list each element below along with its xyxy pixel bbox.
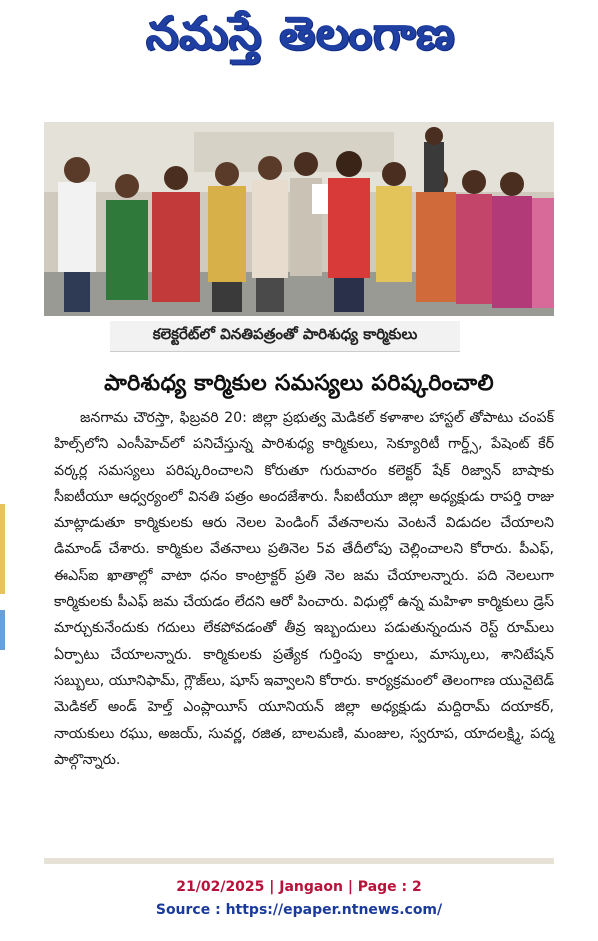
article-body [54, 405, 554, 855]
article-headline [44, 366, 554, 406]
group-photo-illustration [44, 122, 554, 316]
photo-caption-text: కలెక్టరేట్‌లో వినతిపత్రంతో పారిశుధ్య కార్మికులు [152, 325, 418, 343]
clip-bottom-edge [44, 858, 554, 864]
headline-text: పారిశుధ్య కార్మికుల సమస్యలు పరిష్కరించాలి [104, 371, 494, 396]
article-paragraph: జనగామ చౌరస్తా, ఫిబ్రవరి 20: జిల్లా ప్రభుత్వ మెడికల్ కళాశాల హాస్టల్ తోపాటు చంపక్ హిల్స్‌లోని ఎంసీహెచ్‌లో పనిచేస్తున్న పారిశుధ్య కార్మికులు, సెక్యూరిటీ గార్డ్స్, పేషెంట్ కేర్ వర్కర్ల సమస్యలు పరిష్కరించాలని కోరుతూ గురువారం కలెక్టర్ షేక్ రిజ్వాన్ బాషాకు సీఐటీయూ ఆధ్వర్యంలో వినతి పత్రం అందజేశారు. సీఐటీయూ జిల్లా అధ్యక్షుడు రాపర్తి రాజు మాట్లాడుతూ కార్మికులకు ఆరు నెలల పెండింగ్ వేతనాలను వెంటనే విడుదల చేయాలని డిమాండ్ చేశారు. కార్మికుల వేతనాలు ప్రతినెల 5వ తేదీలోపు చెల్లించాలని కోరారు. పీఎఫ్, ఈఎస్ఐ ఖాతాల్లో వాటా ధనం కాంట్రాక్టర్ ప్రతి నెల జమ చేయాలన్నారు. పది నెలలుగా కార్మికులకు పీఎఫ్ జమ చేయడం లేదని ఆరో పించారు. విధుల్లో ఉన్న మహిళా కార్మికులు డ్రెస్ మార్చుకునేందుకు గదులు లేకపోవడంతో తీవ్ర ఇబ్బందులు పడుతున్నందున రెస్ట్ రూమ్‌లు ఏర్పాటు చేయాలన్నారు. కార్మికులకు ప్రత్యేక గుర్తింపు కార్డులు, మాస్కులు, శానిటేషన్ సబ్బులు, యూనిఫామ్, గ్లౌజ్‌లు, షూస్ ఇవ్వాలని కోరారు. కార్యక్రమంలో తెలంగాణ యునైటెడ్ మెడికల్ అండ్ హెల్త్ ఎంప్లాయీస్ యూనియన్ జిల్లా అధ్యక్షుడు మద్దిరామ్ దయాకర్, నాయకులు రఘు, అజయ్, సువర్ణ, రజిత, బాలమణి, మంజుల, స్వరూప, యాదలక్ష్మి, పద్మ పాల్గొన్నారు. [54, 410, 554, 768]
source-link[interactable]: Source : https://epaper.ntnews.com/ [155, 902, 443, 918]
adjacent-clip-edge [0, 504, 5, 594]
adjacent-clip-edge-2 [0, 610, 5, 650]
masthead-title: నమస్తే తెలంగాణ [146, 6, 456, 60]
photo-caption [110, 321, 460, 352]
masthead-logo [96, 8, 506, 70]
news-photo [44, 122, 554, 316]
publication-date-line: 21/02/2025 | Jangaon | Page : 2 [176, 879, 422, 895]
